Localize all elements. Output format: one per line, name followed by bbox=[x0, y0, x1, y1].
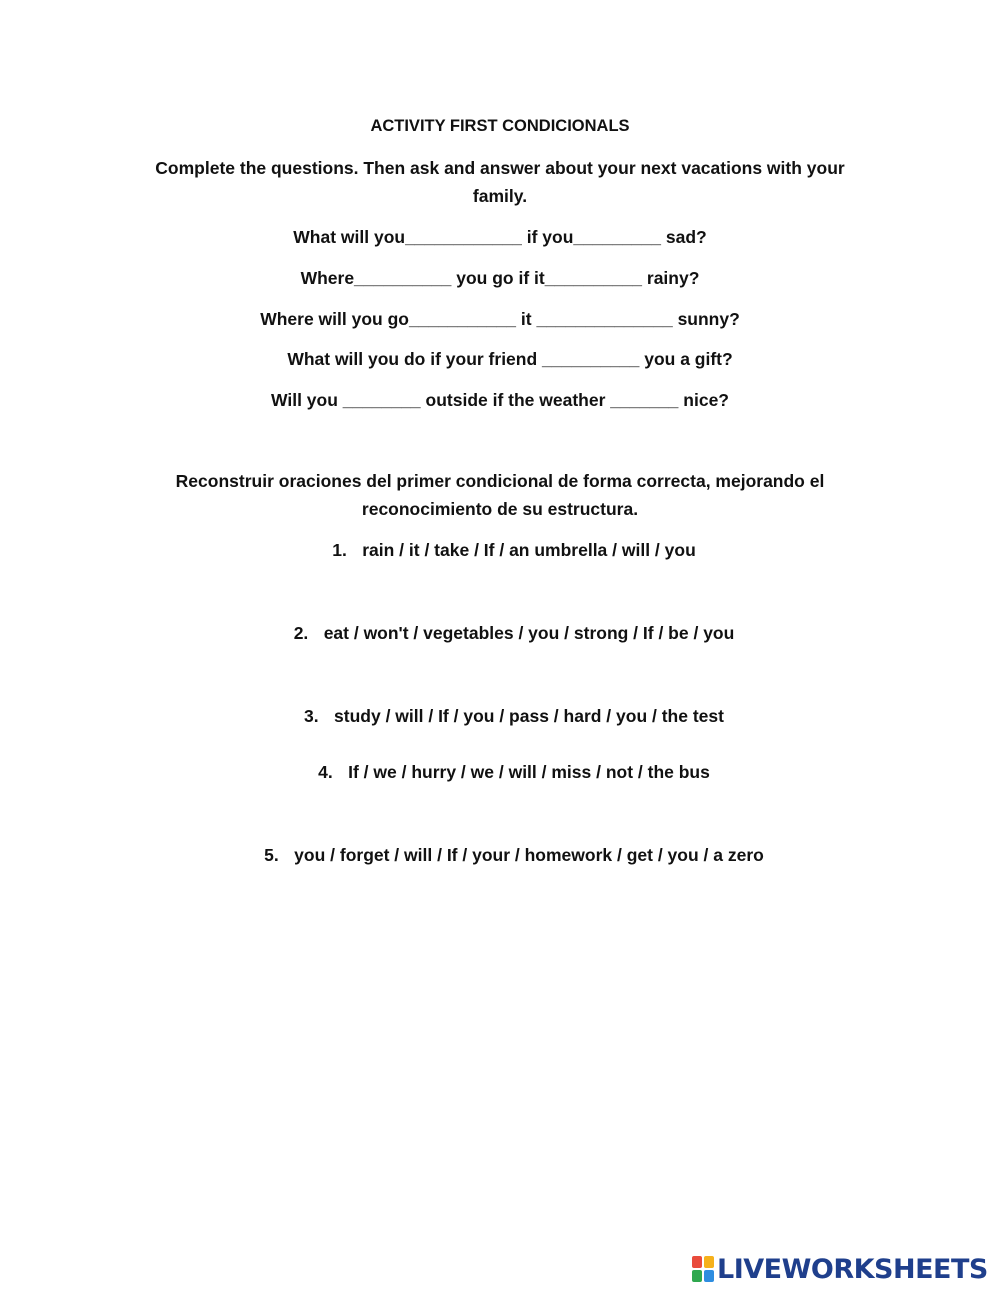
item-number: 1. bbox=[332, 540, 347, 560]
question-4: What will you do if your friend __________ you a gift? bbox=[287, 349, 733, 369]
reorder-item-5 bbox=[14, 845, 1000, 866]
question-2: Where__________ you go if it__________ rainy? bbox=[300, 268, 700, 288]
blank-field[interactable]: ________ bbox=[342, 390, 421, 410]
reorder-item-3 bbox=[14, 706, 1000, 727]
reorder-item-2 bbox=[14, 623, 1000, 644]
item-number: 4. bbox=[318, 762, 333, 782]
worksheet-title: ACTIVITY FIRST CONDICIONALS bbox=[370, 117, 630, 135]
blank-field[interactable]: ___________ bbox=[408, 309, 517, 329]
item-number: 5. bbox=[264, 845, 279, 865]
item-text: study / will / If / you / pass / hard / you / the test bbox=[334, 706, 724, 726]
item-number: 2. bbox=[293, 623, 309, 643]
blank-field[interactable]: _______ bbox=[610, 390, 679, 410]
item-text: you / forget / will / If / your / homework / get / you / a zero bbox=[294, 845, 764, 865]
question-1: What will you____________ if you_________ sad? bbox=[293, 227, 707, 247]
question-3: Where will you go___________ it ______________ sunny? bbox=[260, 309, 740, 329]
reorder-item-1 bbox=[14, 540, 1000, 561]
item-text: rain / it / take / If / an umbrella / will / you bbox=[362, 540, 696, 560]
liveworksheets-mark-icon bbox=[692, 1256, 714, 1282]
blank-field[interactable]: __________ bbox=[542, 349, 640, 369]
item-text: If / we / hurry / we / will / miss / not / the bus bbox=[348, 762, 710, 782]
logo-text: LIVEWORKSHEETS bbox=[717, 1253, 988, 1285]
item-number: 3. bbox=[304, 706, 319, 726]
liveworksheets-logo[interactable] bbox=[692, 1253, 988, 1285]
question-5: Will you ________ outside if the weather _______ nice? bbox=[270, 390, 729, 410]
blank-field[interactable]: __________ bbox=[354, 268, 452, 288]
section2-instruction: Reconstruir oraciones del primer condicional de forma correcta, mejorando el reconocimiento de su estructura. bbox=[175, 471, 825, 519]
item-text: eat / won't / vegetables / you / strong / If / be / you bbox=[323, 623, 735, 643]
blank-field[interactable]: __________ bbox=[544, 268, 643, 288]
reorder-item-4 bbox=[14, 762, 1000, 783]
blank-field[interactable]: _________ bbox=[573, 227, 662, 247]
blank-field[interactable]: ____________ bbox=[405, 227, 522, 247]
blank-field[interactable]: ______________ bbox=[536, 309, 673, 329]
section1-instruction: Complete the questions. Then ask and answer about your next vacations with your family. bbox=[155, 158, 845, 206]
